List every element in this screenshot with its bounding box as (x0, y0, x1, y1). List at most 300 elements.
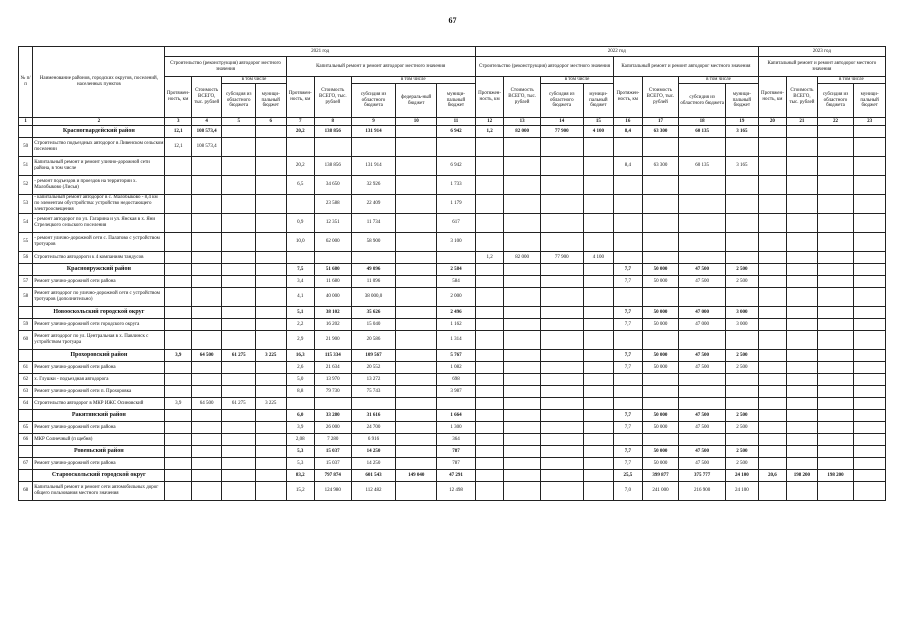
road-program-table (18, 46, 886, 501)
column-number: 8 (315, 118, 352, 126)
table-row (19, 482, 886, 501)
cell-value (817, 288, 854, 307)
cell-value (256, 446, 287, 458)
cell-value (475, 331, 503, 350)
cell-value (222, 374, 256, 386)
cell-value: 50 000 (642, 362, 679, 374)
cell-value (583, 470, 614, 482)
cell-value (787, 374, 818, 386)
cell-value (396, 138, 437, 157)
cell-value (854, 276, 886, 288)
cell-value (396, 350, 437, 362)
cell-value (165, 331, 191, 350)
cell-value: 698 (437, 374, 476, 386)
cell-value (726, 288, 759, 307)
cell-value (396, 176, 437, 195)
cell-value (583, 319, 614, 331)
cell-value (396, 126, 437, 138)
cell-value (679, 434, 726, 446)
cell-value (758, 157, 786, 176)
cell-value (540, 138, 583, 157)
cell-value (504, 331, 541, 350)
column-number: 2 (33, 118, 165, 126)
district-row (19, 446, 886, 458)
cell-value (540, 176, 583, 195)
district-name: Краснояружский район (33, 264, 165, 276)
cell-value (817, 434, 854, 446)
column-number: 16 (614, 118, 642, 126)
cell-value: 364 (437, 434, 476, 446)
cell-value (642, 398, 679, 410)
cell-value (256, 233, 287, 252)
cell-value (758, 264, 786, 276)
cell-value (222, 482, 256, 501)
cell-value (396, 307, 437, 319)
cell-value (191, 307, 222, 319)
cell-value (758, 233, 786, 252)
cell-value: 1 179 (437, 195, 476, 214)
row-number: 62 (19, 374, 33, 386)
cell-value (583, 288, 614, 307)
cell-value (583, 176, 614, 195)
cell-value (475, 276, 503, 288)
cell-value (222, 307, 256, 319)
cell-value (504, 319, 541, 331)
district-row (19, 470, 886, 482)
item-name: Строительство автодорог в МКР ИЖС Осиновский (33, 398, 165, 410)
cell-value (583, 214, 614, 233)
cell-value (817, 319, 854, 331)
column-number: 11 (437, 118, 476, 126)
cell-value: 131 914 (351, 157, 396, 176)
group-header: Капитальный ремонт и ремонт автодорог местного значения (614, 57, 759, 77)
cell-value: 15 037 (315, 458, 352, 470)
cell-value (475, 288, 503, 307)
cell-value (614, 252, 642, 264)
cell-value (758, 458, 786, 470)
cell-value (165, 410, 191, 422)
cell-value (758, 374, 786, 386)
cell-value (191, 233, 222, 252)
cell-value: 83,2 (286, 470, 314, 482)
cell-value: 51 680 (315, 264, 352, 276)
cell-value: 50 000 (642, 422, 679, 434)
cell-value (165, 446, 191, 458)
cell-value (758, 126, 786, 138)
cell-value: 4 100 (583, 252, 614, 264)
cell-value (315, 138, 352, 157)
cell-value (475, 422, 503, 434)
cell-value (854, 288, 886, 307)
cell-value (222, 138, 256, 157)
item-name: Ремонт улично-дорожной сети городского округа (33, 319, 165, 331)
cell-value (787, 458, 818, 470)
cell-value (614, 233, 642, 252)
cell-value (540, 233, 583, 252)
cell-value (583, 195, 614, 214)
cell-value (504, 276, 541, 288)
row-number: 50 (19, 138, 33, 157)
municipal-header: муници-пальный бюджет (854, 84, 886, 118)
cell-value (642, 374, 679, 386)
cell-value: 7,7 (614, 458, 642, 470)
subsidy-header: субсидия из областного бюджета (351, 84, 396, 118)
cell-value (256, 422, 287, 434)
cell-value (540, 157, 583, 176)
cell-value (758, 350, 786, 362)
row-number: 60 (19, 331, 33, 350)
cell-value: 149 040 (396, 470, 437, 482)
cell-value (726, 252, 759, 264)
item-name: х. Глушки - подъездная автодорога (33, 374, 165, 386)
item-name: - ремонт подъездов и проездов на территории х. Малобыково (Лисья) (33, 176, 165, 195)
cell-value (222, 446, 256, 458)
cell-value: 21 634 (315, 362, 352, 374)
cell-value (540, 386, 583, 398)
cell-value: 1 664 (437, 410, 476, 422)
cell-value (256, 434, 287, 446)
federal-header: федераль-ный бюджет (396, 84, 437, 118)
cell-value: 49 096 (351, 264, 396, 276)
cell-value (191, 458, 222, 470)
cell-value (854, 233, 886, 252)
cell-value (583, 362, 614, 374)
cell-value (679, 233, 726, 252)
year-2021-header: 2021 год (165, 47, 475, 57)
cell-value (165, 307, 191, 319)
cell-value: 12,1 (165, 126, 191, 138)
cell-value: 6 916 (351, 434, 396, 446)
cell-value (504, 446, 541, 458)
cell-value (191, 446, 222, 458)
cell-value: 21 900 (315, 331, 352, 350)
cell-value (191, 482, 222, 501)
cell-value: 198 200 (817, 470, 854, 482)
cell-value: 12 498 (437, 482, 476, 501)
cell-value (475, 233, 503, 252)
district-row (19, 126, 886, 138)
cell-value (854, 422, 886, 434)
cell-value (540, 434, 583, 446)
row-number: 55 (19, 233, 33, 252)
row-number (19, 264, 33, 276)
cell-value (787, 350, 818, 362)
cell-value (256, 276, 287, 288)
cell-value: 47 500 (679, 422, 726, 434)
cell-value: 3,9 (286, 422, 314, 434)
cell-value (583, 157, 614, 176)
cell-value (222, 362, 256, 374)
cost-header: Стоимость ВСЕГО, тыс. рублей (191, 77, 222, 118)
cell-value: 2 500 (726, 410, 759, 422)
table-row (19, 434, 886, 446)
cell-value (504, 233, 541, 252)
column-number: 12 (475, 118, 503, 126)
cell-value (165, 288, 191, 307)
cell-value (642, 288, 679, 307)
page-number: 67 (448, 16, 457, 25)
cell-value (504, 434, 541, 446)
cell-value: 20,6 (758, 470, 786, 482)
table-row (19, 386, 886, 398)
cell-value: 2 500 (726, 350, 759, 362)
cell-value (256, 386, 287, 398)
cost-header: Стоимость ВСЕГО, тыс. рублей (315, 77, 352, 118)
cell-value (504, 470, 541, 482)
item-name: - ремонт улично-дорожной сети с. Палатово с устройством тротуаров (33, 233, 165, 252)
cell-value (787, 176, 818, 195)
row-number: 58 (19, 288, 33, 307)
cell-value (191, 176, 222, 195)
cell-value (758, 386, 786, 398)
cell-value (191, 331, 222, 350)
cell-value (726, 176, 759, 195)
cell-value (854, 458, 886, 470)
cell-value (256, 374, 287, 386)
cell-value (758, 319, 786, 331)
column-number: 9 (351, 118, 396, 126)
cell-value (256, 264, 287, 276)
incl-header: в том числе (817, 77, 885, 84)
cell-value (758, 176, 786, 195)
cell-value: 13 970 (315, 374, 352, 386)
item-name: - капитальный ремонт автодорог в с. Малобыково - 8,4 км по элементам обустройства: устройство недостающего электроосвещения (33, 195, 165, 214)
cell-value (679, 331, 726, 350)
cell-value (787, 410, 818, 422)
cell-value: 0,9 (286, 214, 314, 233)
cell-value (787, 276, 818, 288)
cell-value: 26 000 (315, 422, 352, 434)
cell-value (396, 252, 437, 264)
cell-value (614, 176, 642, 195)
cell-value (256, 307, 287, 319)
cell-value (540, 398, 583, 410)
cell-value: 8,8 (286, 386, 314, 398)
cell-value (475, 398, 503, 410)
cell-value (165, 264, 191, 276)
cell-value (256, 410, 287, 422)
cell-value (351, 252, 396, 264)
cell-value (504, 458, 541, 470)
cell-value (191, 434, 222, 446)
column-number: 4 (191, 118, 222, 126)
cell-value (475, 138, 503, 157)
cell-value (222, 252, 256, 264)
cell-value: 5,1 (286, 307, 314, 319)
cell-value: 20,2 (286, 126, 314, 138)
cell-value (396, 319, 437, 331)
cell-value (614, 386, 642, 398)
cell-value (222, 195, 256, 214)
cell-value (758, 138, 786, 157)
cell-value (396, 233, 437, 252)
cell-value (256, 214, 287, 233)
cell-value (583, 410, 614, 422)
cell-value (475, 446, 503, 458)
cell-value: 47 000 (679, 319, 726, 331)
cell-value: 2 496 (437, 307, 476, 319)
cell-value: 4,1 (286, 288, 314, 307)
cell-value: 115 334 (315, 350, 352, 362)
cell-value (222, 331, 256, 350)
cell-value (256, 331, 287, 350)
cell-value (787, 331, 818, 350)
cell-value (787, 157, 818, 176)
cell-value: 47 500 (679, 350, 726, 362)
cell-value (165, 422, 191, 434)
incl-header: в том числе (540, 77, 613, 84)
cell-value (286, 195, 314, 214)
cell-value: 375 777 (679, 470, 726, 482)
cell-value (583, 276, 614, 288)
cell-value (787, 434, 818, 446)
cell-value (854, 214, 886, 233)
cell-value (726, 398, 759, 410)
item-name: Ремонт улично-дорожной сети п. Прохоровка (33, 386, 165, 398)
cell-value: 6,5 (286, 176, 314, 195)
cell-value: 20 552 (351, 362, 396, 374)
district-row (19, 410, 886, 422)
cell-value (614, 398, 642, 410)
row-number: 63 (19, 386, 33, 398)
cell-value (854, 176, 886, 195)
cell-value (758, 446, 786, 458)
cost-header: Стоимость ВСЕГО, тыс. рублей (787, 77, 818, 118)
column-number: 19 (726, 118, 759, 126)
cell-value (817, 214, 854, 233)
cell-value (256, 195, 287, 214)
table-row (19, 288, 886, 307)
cell-value: 112 482 (351, 482, 396, 501)
cell-value: 7,0 (614, 482, 642, 501)
cell-value: 20 586 (351, 331, 396, 350)
cell-value: 47 500 (679, 446, 726, 458)
cell-value: 23 588 (315, 195, 352, 214)
cell-value: 7,7 (614, 264, 642, 276)
incl-header: в том числе (679, 77, 758, 84)
cell-value: 3,9 (165, 398, 191, 410)
cell-value: 2,08 (286, 434, 314, 446)
cell-value: 61 275 (222, 350, 256, 362)
table-row (19, 176, 886, 195)
cell-value (787, 362, 818, 374)
cell-value: 1 162 (437, 319, 476, 331)
district-name: Ровеньский район (33, 446, 165, 458)
cell-value (165, 374, 191, 386)
row-number: 59 (19, 319, 33, 331)
table-row (19, 214, 886, 233)
cell-value (222, 410, 256, 422)
district-row (19, 264, 886, 276)
length-header: Протяжен-ность, км (475, 77, 503, 118)
row-number: 66 (19, 434, 33, 446)
item-name: Ремонт улично-дорожной сети района (33, 362, 165, 374)
cell-value (854, 362, 886, 374)
cell-value (758, 288, 786, 307)
cell-value (817, 307, 854, 319)
municipal-header: муници-пальный бюджет (256, 84, 287, 118)
cell-value (256, 458, 287, 470)
cell-value: 15,2 (286, 482, 314, 501)
cell-value (540, 422, 583, 434)
cell-value (475, 470, 503, 482)
cell-value (679, 386, 726, 398)
cell-value (583, 264, 614, 276)
cell-value (165, 195, 191, 214)
cell-value (758, 331, 786, 350)
cell-value (540, 195, 583, 214)
year-2023-header: 2023 год (758, 47, 885, 57)
cell-value (165, 276, 191, 288)
cell-value (758, 307, 786, 319)
cell-value (583, 422, 614, 434)
cell-value (726, 374, 759, 386)
row-number (19, 307, 33, 319)
cell-value: 2 500 (726, 362, 759, 374)
cell-value: 14 250 (351, 446, 396, 458)
column-number: 15 (583, 118, 614, 126)
cell-value (504, 176, 541, 195)
cell-value (817, 276, 854, 288)
cell-value: 4 100 (583, 126, 614, 138)
cell-value (256, 138, 287, 157)
cell-value (758, 276, 786, 288)
incl-header: в том числе (222, 77, 286, 84)
cell-value: 3,9 (165, 350, 191, 362)
district-name: Новооскольский городской округ (33, 307, 165, 319)
group-header: Капитальный ремонт и ремонт автодорог местного значения (286, 57, 475, 77)
cell-value (256, 176, 287, 195)
cell-value (396, 264, 437, 276)
cell-value (817, 374, 854, 386)
cell-value (191, 276, 222, 288)
cell-value (854, 307, 886, 319)
row-number: 61 (19, 362, 33, 374)
cell-value: 47 500 (679, 362, 726, 374)
cell-value (475, 176, 503, 195)
cell-value: 8,4 (614, 126, 642, 138)
cell-value (854, 126, 886, 138)
row-number (19, 350, 33, 362)
cell-value (817, 362, 854, 374)
cell-value (758, 410, 786, 422)
cell-value (475, 458, 503, 470)
cell-value: 3 987 (437, 386, 476, 398)
cell-value (787, 288, 818, 307)
column-number: 21 (787, 118, 818, 126)
row-number: 65 (19, 422, 33, 434)
cell-value: 47 000 (679, 307, 726, 319)
column-number: 5 (222, 118, 256, 126)
cell-value (817, 398, 854, 410)
cell-value: 50 000 (642, 319, 679, 331)
cell-value (540, 362, 583, 374)
cell-value: 8,4 (614, 157, 642, 176)
cell-value (540, 410, 583, 422)
district-row (19, 307, 886, 319)
cell-value (315, 252, 352, 264)
cell-value (256, 126, 287, 138)
cell-value (817, 410, 854, 422)
cell-value: 7,7 (614, 307, 642, 319)
cell-value (854, 398, 886, 410)
table-row (19, 398, 886, 410)
column-number: 14 (540, 118, 583, 126)
cell-value: 131 914 (351, 126, 396, 138)
cell-value: 63 300 (642, 126, 679, 138)
cell-value (540, 264, 583, 276)
cell-value (817, 157, 854, 176)
